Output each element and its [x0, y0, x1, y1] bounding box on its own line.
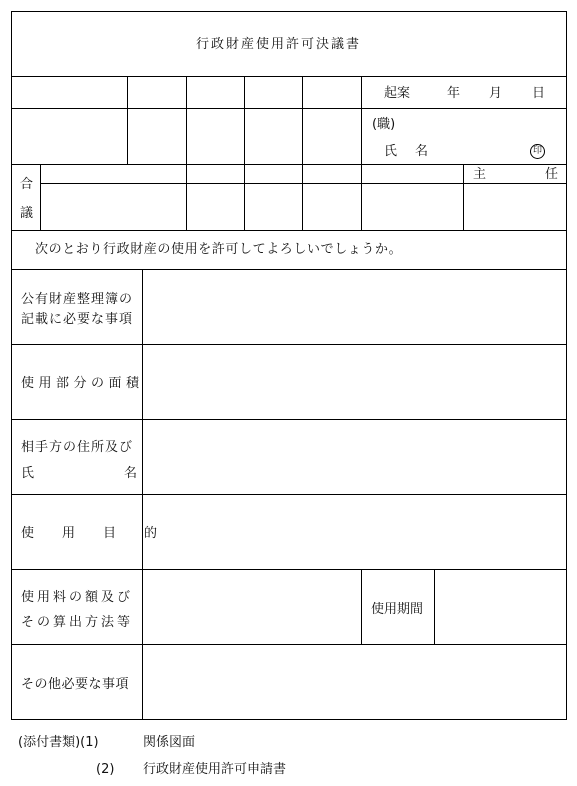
- year-label: 年: [447, 86, 461, 101]
- rule-party-bottom: [11, 494, 567, 495]
- gougi-label-a: 合: [20, 177, 34, 192]
- col-stamp-2: [186, 76, 187, 165]
- border-left: [11, 11, 12, 720]
- rule-gougi-mid: [40, 183, 567, 184]
- party-label-line1: 相手方の住所及び: [21, 440, 134, 455]
- rule-fee-bottom: [11, 644, 567, 645]
- attachment-item-1: 関係図面: [143, 735, 196, 750]
- party-label-line2a: 氏: [21, 466, 35, 481]
- kian-label: 起案: [384, 86, 411, 101]
- border-right: [566, 11, 567, 720]
- col-body-label: [142, 269, 143, 720]
- border-top: [11, 11, 567, 12]
- col-stamp-4: [302, 76, 303, 165]
- attachments-heading: (添付書類)(1): [18, 735, 99, 750]
- rule-area-bottom: [11, 419, 567, 420]
- name-label-a: 氏: [384, 144, 398, 159]
- col-gougi-4: [361, 164, 362, 231]
- col-gougi-1: [186, 164, 187, 231]
- fee-label-line1: 使用料の額及び: [21, 590, 134, 605]
- col-gougi-3: [302, 164, 303, 231]
- rule-gougi-bottom: [11, 230, 567, 231]
- purpose-label: 使用目的: [21, 526, 186, 541]
- ledger-label-line1: 公有財産整理簿の: [21, 292, 134, 307]
- other-label: その他必要な事項: [21, 677, 130, 692]
- col-gougi-2: [244, 164, 245, 231]
- rule-statement-bottom: [11, 269, 567, 270]
- border-bottom: [11, 719, 567, 720]
- rule-stamp-row2: [11, 164, 567, 165]
- shunin-label-b: 任: [545, 167, 559, 182]
- col-stamp-5: [361, 76, 362, 165]
- month-label: 月: [489, 86, 503, 101]
- gougi-label-b: 議: [20, 206, 34, 221]
- page-title: 行政財産使用許可決議書: [196, 37, 362, 52]
- title-position-label: (職): [372, 117, 396, 132]
- seal-mark-icon: 印: [530, 144, 545, 159]
- ledger-label-line2: 記載に必要な事項: [21, 312, 134, 327]
- name-label-b: 名: [415, 144, 429, 159]
- rule-title-bottom: [11, 76, 567, 77]
- col-gougi-label: [40, 164, 41, 231]
- area-label: 使用部分の面積: [21, 376, 144, 391]
- col-period-split: [434, 569, 435, 645]
- day-label: 日: [532, 86, 546, 101]
- rule-ledger-bottom: [11, 344, 567, 345]
- statement-text: 次のとおり行政財産の使用を許可してよろしいでしょうか。: [35, 242, 403, 257]
- attachment-item-2: 行政財産使用許可申請書: [143, 762, 287, 777]
- period-label: 使用期間: [371, 602, 424, 617]
- col-stamp-1: [127, 76, 128, 165]
- rule-stamp-row1: [11, 108, 567, 109]
- attachment-number-2: (2): [96, 762, 115, 777]
- fee-label-line2: その算出方法等: [21, 615, 134, 630]
- col-gougi-5: [463, 164, 464, 231]
- col-fee-split: [361, 569, 362, 645]
- party-label-line2b: 名: [124, 466, 138, 481]
- col-stamp-3: [244, 76, 245, 165]
- shunin-label-a: 主: [473, 167, 487, 182]
- rule-purpose-bottom: [11, 569, 567, 570]
